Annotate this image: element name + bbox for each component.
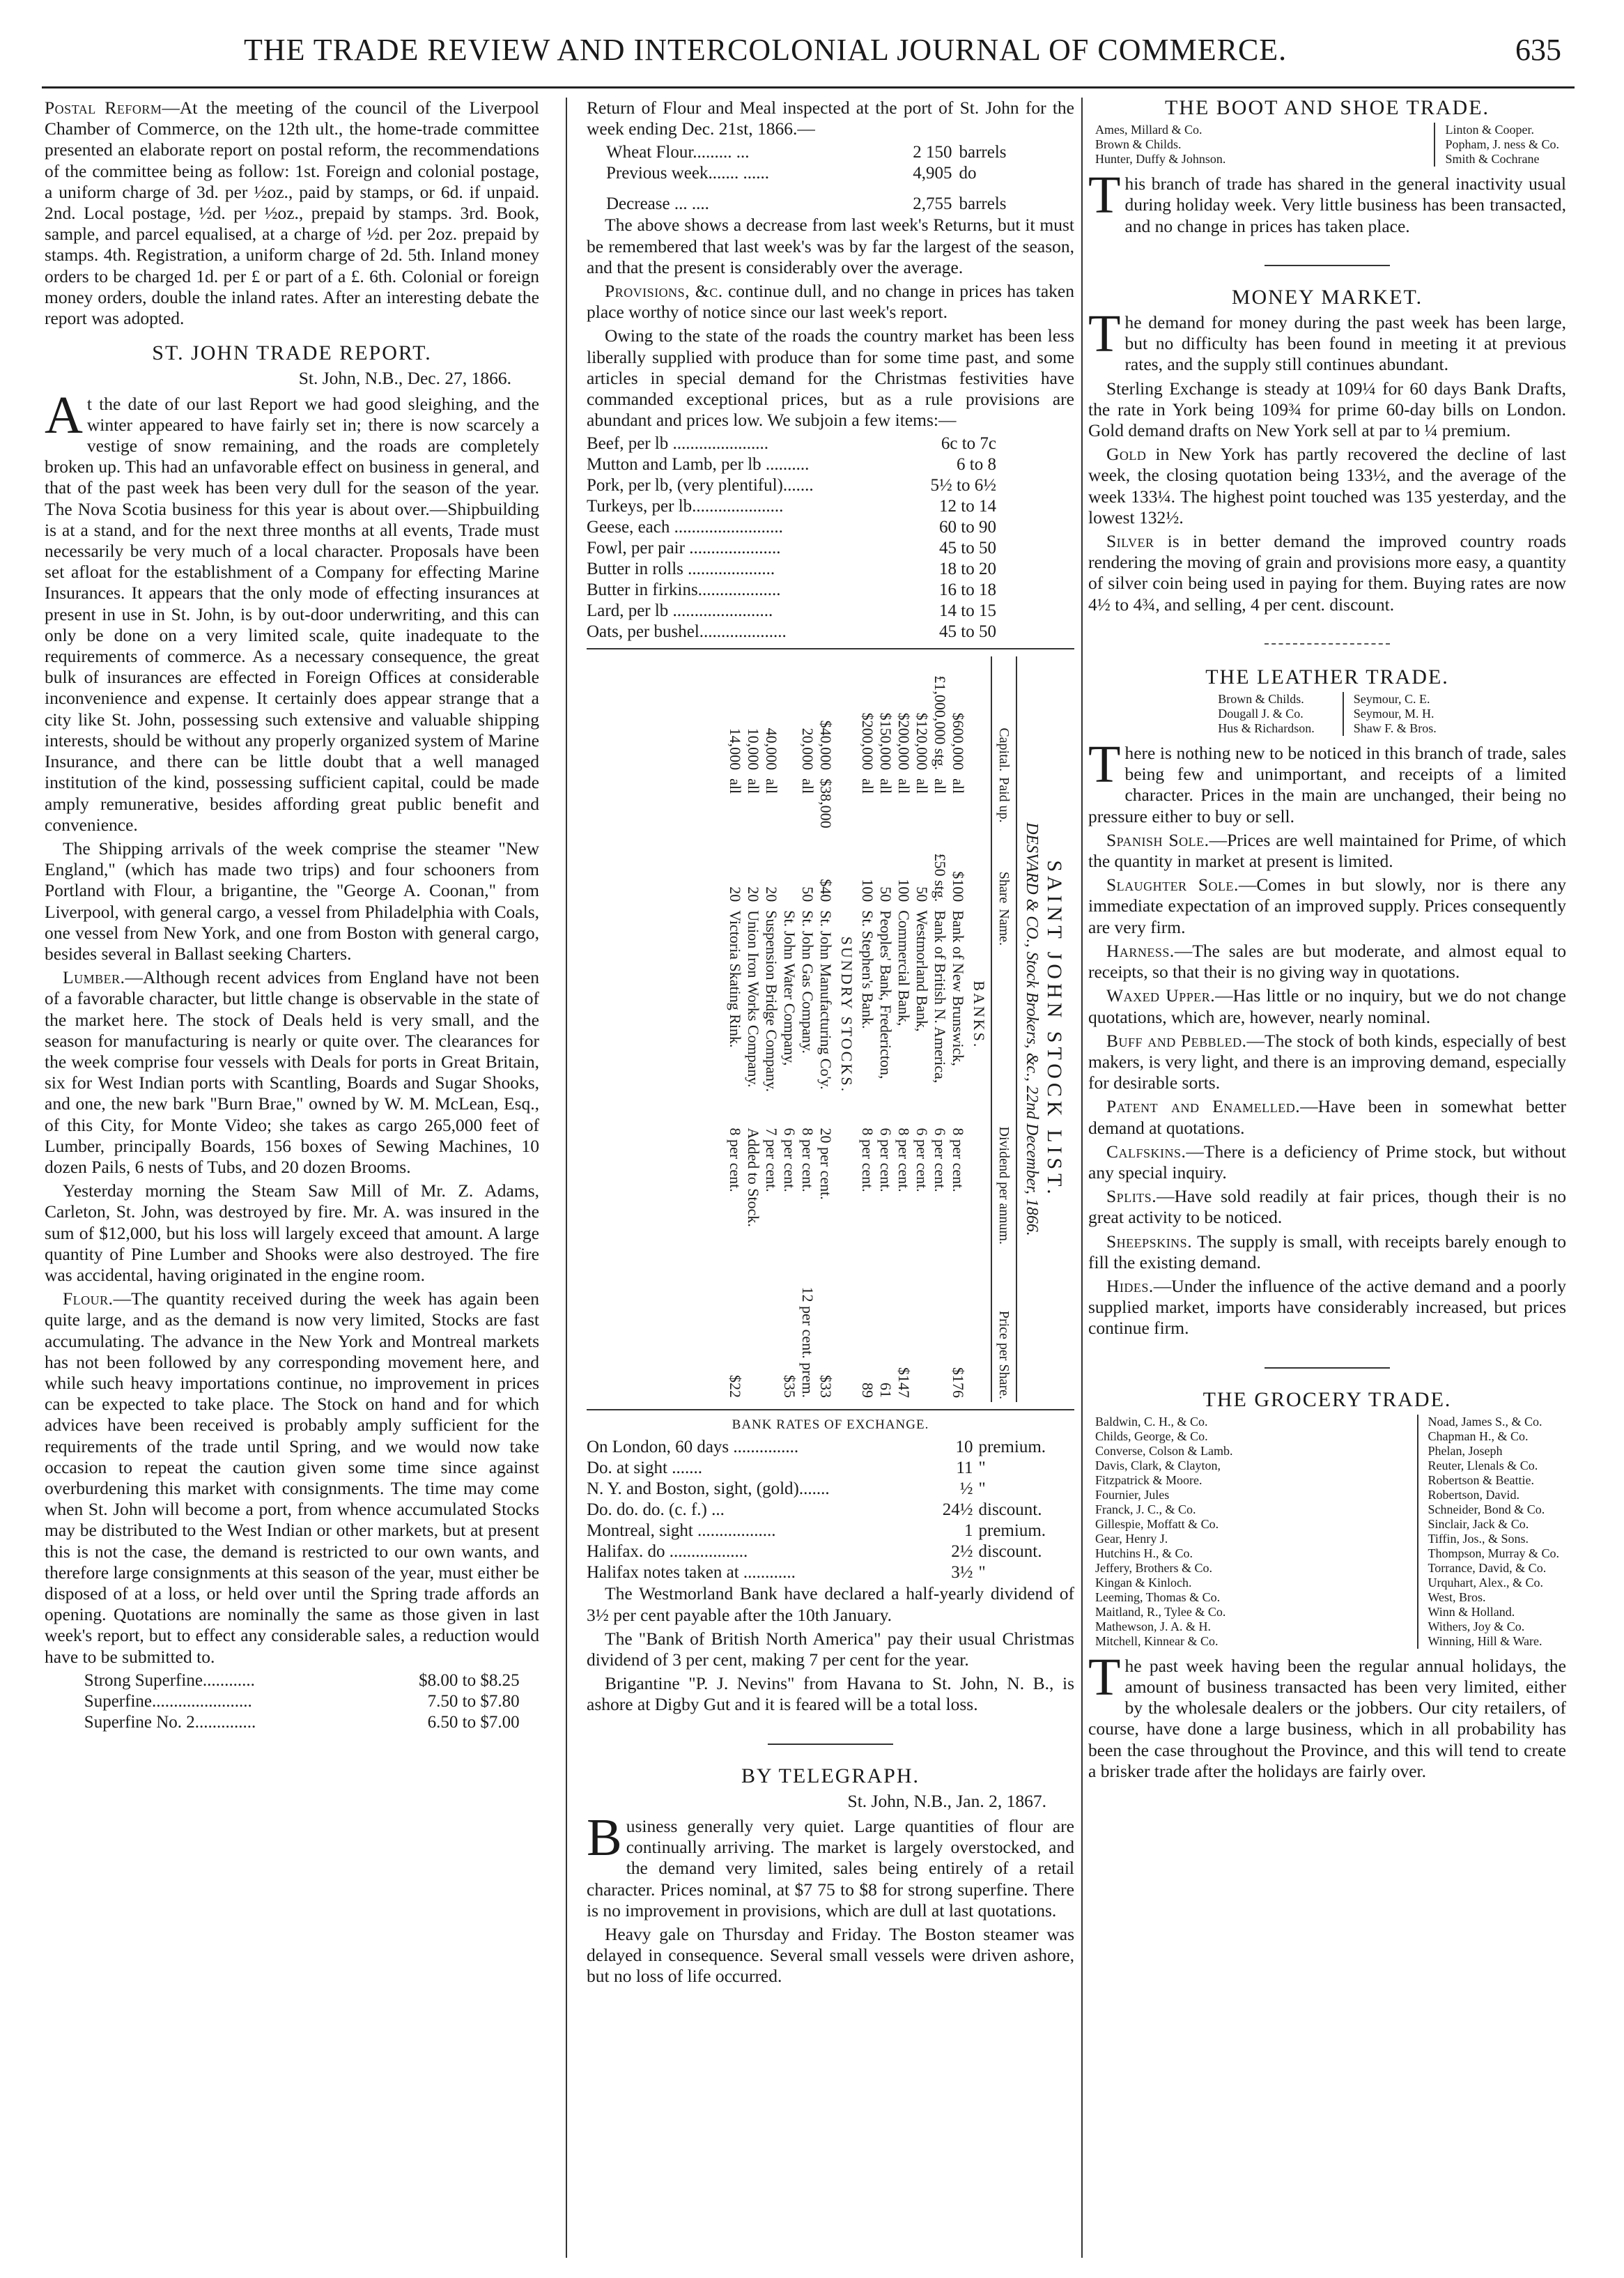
provision-row: Mutton and Lamb, per lb .......... 6 to 8 [587,455,996,475]
leather-item-body: —Under the influence of the active demand and a poorly supplied market, imports have considerably increased, but prices continue firm. [1088,1275,1566,1339]
return-row: Previous week....... ...... 4,905 do [606,164,977,183]
firm-name: Brown & Childs. [1095,137,1182,152]
provisions-lead: Provisions, &c. [605,281,723,302]
leather-item-lead: Harness. [1106,940,1175,961]
leather-item [1088,1186,1566,1228]
return-row: Wheat Flour......... ... 2 150 barrels [606,143,1007,162]
telegraph-dateline: St. John, N.B., Jan. 2, 1867. [847,1790,1046,1811]
silver-body: is in better demand the improved country roads rendering the moving of grain and provisions more easy, a quantity of silver coin being used in paying for them. Buying rates are now 4½ to 4¾, and selling, 4 per cent. discount. [1088,531,1566,615]
money-paragraph-1: The demand for money during the past week has been large, but no difficulty has been found in meeting it at previous rates, and the supply still continues abundant. [1088,305,1566,375]
rate-row: Do. do. do. (c. f.) ... 24½ discount. [587,1500,1042,1520]
firm-list-right [1343,692,1437,736]
firm-name: Gear, Henry J. [1095,1531,1168,1546]
firm-name: Maitland, R., Tylee & Co. [1095,1604,1226,1619]
leather-firms [1088,692,1566,736]
money-market-title: MONEY MARKET. [1231,285,1423,309]
table-row: $40,000 $38,000 $40 St. John Manufacturing Co'y. 20 per cent. $33 [817,721,835,1399]
col-name: Name. [991,907,1016,1124]
grocery-firms [1088,1415,1566,1649]
silver-lead: Silver [1106,531,1154,552]
firm-name: Reuter, Llenals & Co. [1428,1458,1538,1472]
leather-item-lead: Buff and Pebbled. [1106,1030,1247,1051]
postal-reform-lead: Postal Reform [45,98,162,118]
firm-name: Shaw F. & Bros. [1353,721,1437,736]
section-separator [768,1744,893,1745]
gold-body: in New York has partly recovered the decline of last week, the closing quotation being 133½, and the average of the week 133¼. The highest point touched was 135 yesterday, and the lowest 132½. [1088,444,1566,528]
leather-item-body: —The sales are but moderate, and almost equal to receipts, so that their is no giving way in quotations. [1088,940,1566,983]
leather-item-body: The supply is small, with receipts barely enough to fill the existing demand. [1088,1231,1566,1272]
leather-item-lead: Patent and Enamelled. [1106,1096,1301,1117]
roads-paragraph: Owing to the state of the roads the country market has been less liberally supplied with produce than for some time past, and some articles in special demand for the Christmas festivities have commanded exceptional prices, but as a rule provisions are abundant and prices low. We subjoin a few items:— [587,325,1074,431]
rate-row: Do. at sight ....... 11 " [587,1459,986,1478]
leather-item-body: —Has little or no inquiry, but we do not change quotations, which are, however, nearly nominal. [1088,985,1566,1027]
leather-item-lead: Waxed Upper. [1106,985,1216,1006]
leather-item [1088,985,1566,1027]
stock-group-sundry: SUNDRY STOCKS. [837,937,856,1094]
firm-name: Leeming, Thomas & Co. [1095,1590,1221,1604]
firm-name: Urquhart, Alex., & Co. [1428,1575,1543,1590]
leather-item-lead: Hides. [1106,1275,1154,1296]
grocery-paragraph: The past week having been the regular annual holidays, the amount of business transacted has been very limited, either by the wholesale dealers or the jobbers. Our city retailers, of course, have done a large business, which in all probability has been the case throughout the Province, and this will tend to create a brisker trade after the holidays are fairly over. [1088,1647,1566,1781]
firm-name: Chapman H., & Co. [1428,1429,1529,1443]
flour-price-row: Superfine No. 2.............. 6.50 to $7.00 [84,1712,520,1732]
col-capital: Capital. [991,656,1016,774]
firm-name: Winning, Hill & Ware. [1428,1633,1542,1648]
column-1 [45,98,539,2265]
boot-shoe-title: THE BOOT AND SHOE TRADE. [1164,98,1490,119]
telegraph-paragraph-1: Business generally very quiet. Large quantities of flour are continually arriving. The market is largely overstocked, and the demand very limited, sales being entirely of a retail character. Prices nominal, at $7 75 to $8 for strong superfine. There is no improvement in provisions, which are dull at last quotations. [587,1808,1074,1921]
rate-row: Halifax. do .................. 2½ discount. [587,1542,1042,1562]
table-row: $150,000 all 50 Peoples' Bank, Fredericton, 6 per cent. 61 [876,713,895,1399]
column-2 [587,98,1074,2265]
rate-row: N. Y. and Boston, sight, (gold)....... ½ " [587,1479,986,1499]
gold-lead: Gold [1106,444,1147,465]
bna-paragraph: The "Bank of British North America" pay their usual Christmas dividend of 3 per cent, making 7 per cent for the year. [587,1628,1074,1670]
firm-list-right [1434,123,1559,167]
stock-list-title: SAINT JOHN STOCK LIST. [1043,860,1066,1199]
table-row: 40,000 all 20 Suspension Bridge Company. 7 per cent. [762,728,780,1193]
firm-name: Schneider, Bond & Co. [1428,1502,1545,1516]
report-paragraph-shipping: The Shipping arrivals of the week comprise the steamer "New England," (which has made two trips) and four schooners from Portland with Flour, a brigantine, the "George A. Coonan," from Liverpool, with general cargo, a vessel from Philadelphia with Coals, one vessel from New York, and one from Boston with general cargo, besides several in Ballast seeking Charters. [45,838,539,964]
provision-row: Turkeys, per lb..................... 12 to 14 [587,497,996,516]
leather-item [1088,941,1566,983]
telegraph-title: BY TELEGRAPH. [741,1764,920,1787]
leather-item-body: —The stock of both kinds, especially of best makers, is very light, and there is an improving demand, especially for desirable sorts. [1088,1030,1566,1093]
st-john-report-dateline: St. John, N.B., Dec. 27, 1866. [298,368,511,389]
firm-name: Hutchins H., & Co. [1095,1546,1193,1560]
table-row: $600,000 all $100 Bank of New Brunswick, 8 per cent. $176 [949,713,967,1399]
provisions-table [587,433,996,642]
table-row: 10,000 all 20 Union Iron Works Company. Added to Stock. [744,728,762,1228]
firm-name: Brown & Childs. [1218,692,1304,707]
telegraph-paragraph-2: Heavy gale on Thursday and Friday. The Boston steamer was delayed in consequence. Several small vessels were driven ashore, but no loss of life occurred. [587,1924,1074,1987]
boot-shoe-paragraph: This branch of trade has shared in the general inactivity usual during holiday week. Very little business has been transacted, and no change in prices has taken place. [1088,166,1566,236]
bank-rates-section [587,1415,1074,1583]
westmorland-paragraph: The Westmorland Bank have declared a half-yearly dividend of 3½ per cent payable after the 10th January. [587,1583,1074,1625]
stock-list-subtitle: DESVARD & CO., Stock Brokers, &c., 22nd December, 1866. [1022,822,1041,1237]
firm-name: Ames, Millard & Co. [1095,123,1202,137]
firm-name: Davis, Clark, & Clayton, [1095,1458,1221,1472]
lumber-body: —Although recent advices from England have not been of a favorable character, but little change is observable in the state of the market here. The stock of Deals held is very small, and the season for manufacturing is nearly or quite over. The clearances for the week comprise four vessels with Deals for ports in Great Britain, six for West Indian ports with Scantling, Boards and Sugar Shooks, and one, the new bark "Burn Brae," owned by W. M. McLean, Esq., of this City, for Monte Video; she takes as cargo 265,000 feet of Lumber, principally Boards, 156 boxes of Sewing Machines, 10 dozen Pails, 6 nests of Tubs, and 20 dozen Brooms. [45,967,539,1177]
leather-item-body: —Prices are well maintained for Prime, of which the quantity in market at present is limited. [1088,829,1566,872]
col-share: Share [991,841,1016,907]
stock-list-table [726,656,1017,1402]
table-row: $120,000 all 50 Westmorland Bank, 6 per cent. [913,713,931,1193]
firm-name: Fitzpatrick & Moore. [1095,1472,1202,1487]
firm-name: Robertson, David. [1428,1487,1519,1502]
table-row: $200,000 all 100 Commercial Bank, 8 per cent. $147 [895,713,913,1399]
firm-name: Fournier, Jules [1095,1487,1170,1502]
provisions-body: continue dull, and no change in prices has taken place worthy of notice since our last week's report. [587,281,1074,323]
provision-row: Oats, per bushel.................... 45 to 50 [587,622,996,642]
firm-name: Converse, Colson & Lamb. [1095,1443,1233,1458]
leather-item-lead: Spanish Sole. [1106,829,1209,850]
firm-name: Winn & Holland. [1428,1604,1515,1619]
gold-paragraph [1088,444,1566,528]
grocery-trade-title: THE GROCERY TRADE. [1202,1387,1452,1411]
col-price: Price per Share. [991,1265,1016,1402]
col-dividend: Dividend per annum. [991,1124,1016,1265]
page-number: 635 [1515,33,1561,67]
bank-rates-title: BANK RATES OF EXCHANGE. [732,1417,929,1433]
firm-name: Smith & Cochrane [1445,152,1540,167]
decrease-paragraph: The above shows a decrease from last week's Returns, but it must be remembered that last week's was by far the largest of the season, and that the present is considerably over the average. [587,215,1074,277]
firm-name: Withers, Joy & Co. [1428,1619,1525,1633]
page-header [35,13,1589,79]
boot-shoe-firms [1088,123,1566,167]
flour-return-table [606,142,1045,215]
stock-list-box [587,648,1074,1410]
col-paid-up: Paid up. [991,775,1016,842]
table-row: St. John Water Company, 6 per cent. $35 [780,910,798,1399]
table-row: £1,000,000 stg. all £50 stg. Bank of British N. America, 6 per cent. [931,675,949,1193]
firm-list-left [1095,1415,1232,1649]
return-row: Decrease ... .... 2,755 barrels [606,194,1007,214]
flour-body: —The quantity received during the week has again been quite large, and as the demand is now very limited, Stocks are fast accumulating. The advance in the New York and Montreal markets has not been followed by any corresponding movement here, and while such heavy importations continue, no improvement in prices can be expected to take place. The Stock on hand and for which advices have been received is probably amply sufficient for the requirements of the trade until Spring, and we would now take occasion to repeat the caution given some time since against overburdening this market with consignments. The time may come when St. John will become a port, from whence accumulated Stocks may be distributed to the West Indian or other markets, but at present this is not the case, the demand is restricted to our own wants, and therefore large consignments at this season of the year, must either be disposed of at a loss, or held over until the Spring trade affords an opening. Quotations are nominally the same as those given in last week's report, but to effect any considerable sales, a reduction would have to be submitted to. [45,1288,539,1667]
leather-item-lead: Calfskins. [1106,1141,1186,1162]
stock-list-rotated [594,656,1067,1402]
firm-name: Hunter, Duffy & Johnson. [1095,152,1226,167]
provision-row: Butter in firkins................... 16 to 18 [587,580,996,600]
firm-name: Seymour, C. E. [1353,692,1430,707]
firm-name: Thompson, Murray & Co. [1428,1546,1559,1560]
table-row: $200,000 all 100 St. Stephen's Bank. 8 per cent. 89 [858,713,876,1399]
flour-price-row: Superfine....................... 7.50 to $7.80 [84,1691,520,1711]
leather-item [1088,875,1566,938]
firm-list-left [1218,692,1315,736]
money-paragraph-2: Sterling Exchange is steady at 109¼ for 60 days Bank Drafts, the rate in York being 109¾ for prime 60-day bills on London. Gold demand drafts on New York sell at par to ¼ premium. [1088,378,1566,441]
header-rule [42,86,1575,88]
firm-name: Noad, James S., & Co. [1428,1414,1542,1429]
leather-trade-title: THE LEATHER TRADE. [1205,665,1449,688]
column-rule-1 [566,98,567,2258]
postal-reform-body: —At the meeting of the council of the Liverpool Chamber of Commerce, on the 12th ult., the home-trade committee presented an elaborate report on postal reform, the recommendations of the committee being as follow: 1st. Foreign and colonial postage, a uniform charge of 3d. per ½oz., paid by stamps, or 6d. if unpaid. 2nd. Local postage, ½d. per ½oz., prepaid by stamps. 3rd. Book, sample, and parcel equalised, at a charge of ½d. per 2oz. prepaid by stamps. 4th. Registration, a uniform charge of 2d. 5th. Inland money orders to be charged 1d. per £ or part of a £. 6th. Colonial or foreign money orders, double the inland rates. After an interesting debate the report was adopted. [45,98,539,329]
lumber-lead: Lumber. [63,967,125,988]
leather-item-lead: Splits. [1106,1186,1157,1207]
return-intro: Return of Flour and Meal inspected at the port of St. John for the week ending Dec. 21st, 1866.— [587,98,1074,139]
provision-row: Geese, each ......................... 60 to 90 [587,518,996,537]
provisions-paragraph [587,281,1074,323]
firm-name: Popham, J. ness & Co. [1445,137,1559,152]
leather-item-body: —There is a deficiency of Prime stock, but without any special inquiry. [1088,1141,1566,1183]
flour-price-row: Strong Superfine............ $8.00 to $8.25 [84,1670,520,1690]
firm-name: Sinclair, Jack & Co. [1428,1516,1529,1531]
flour-price-table [84,1670,520,1733]
leather-item-body: —Comes in but slowly, nor is there any immediate expectation of an improved supply. Prices consequently are very firm. [1088,875,1566,937]
leather-item [1088,1276,1566,1339]
column-rule-2 [1081,98,1083,2258]
provision-row: Fowl, per pair ..................... 45 to 50 [587,539,996,558]
leather-item [1088,1096,1566,1138]
rate-row: On London, 60 days ............... 10 premium. [587,1438,1046,1457]
provision-row: Lard, per lb ....................... 14 to 15 [587,601,996,621]
rate-row: Montreal, sight .................. 1 premium. [587,1521,1046,1541]
leather-item-body: —Have sold readily at fair prices, though their is no great activity to be noticed. [1088,1186,1566,1228]
table-row: 20,000 all 50 St. John Gas Company. 8 per cent. 12 per cent. prem. [798,728,817,1399]
firm-name: Seymour, M. H. [1353,707,1434,721]
stock-group-banks: BANKS. [970,980,988,1049]
table-row: 14,000 all 20 Victoria Skating Rink. 8 per cent. $22 [726,728,744,1399]
leather-item-body: —Have been in somewhat better demand at quotations. [1088,1096,1566,1138]
firm-name: Phelan, Joseph [1428,1443,1503,1458]
firm-name: West, Bros. [1428,1590,1486,1604]
sawmill-paragraph: Yesterday morning the Steam Saw Mill of Mr. Z. Adams, Carleton, St. John, was destroyed by fire. Mr. A. was insured in the sum of $12,000, but his loss will largely exceed that amount. A large quantity of Pine Lumber and Shooks were also destroyed. The fire was accidental, having originated in the engine room. [45,1180,539,1285]
firm-name: Tiffin, Jos., & Sons. [1428,1531,1529,1546]
provision-row: Butter in rolls .................... 18 to 20 [587,560,996,579]
firm-name: Jeffery, Brothers & Co. [1095,1560,1212,1575]
leather-item-lead: Sheepskins. [1106,1231,1193,1252]
firm-name: Hus & Richardson. [1218,721,1315,736]
firm-name: Mathewson, J. A. & H. [1095,1619,1211,1633]
flour-lead: Flour. [63,1288,114,1309]
leather-item [1088,1231,1566,1273]
firm-name: Gillespie, Moffatt & Co. [1095,1516,1219,1531]
lumber-paragraph [45,967,539,1178]
bank-rates-table [587,1437,1074,1583]
firm-name: Kingan & Kinloch. [1095,1575,1192,1590]
firm-name: Franck, J. C., & Co. [1095,1502,1196,1516]
report-paragraph-1: At the date of our last Report we had good sleighing, and the winter appeared to have fairly set in; there is now scarcely a vestige of snow remaining, and the roads are completely broken up. This had an unfavorable effect on business in general, and that of the past week has been very dull for the season of the year. The Nova Scotia business for this year is about over.—Shipbuilding is at a stand, and for the next three months at all events, Trade must necessarily be very much of a local character. Proposals have been set afloat for the establishment of a Company for effecting Marine Insurances. It appears that the only mode of effecting insurances at present in use in St. John, is by out-door underwriting, and this can only be done on a very limited scale, quite inadequate to the requirements of commerce. As a necessary consequence, the great bulk of insurances are effected in Foreign Offices at considerable inconvenience and expense. It certainly does appear strange that a city like St. John, possessing such extensive and valuable shipping interests, should be without any properly organized system of Marine Insurance, and there can be little doubt that a well managed institution of the kind, possessing sufficient capital, could be made amply remunerative, besides affording great public benefit and convenience. [45,385,539,835]
firm-name: Dougall J. & Co. [1218,707,1304,721]
stock-header-row [991,656,1016,1402]
column-3 [1088,98,1566,2265]
page-title: THE TRADE REVIEW AND INTERCOLONIAL JOURNAL OF COMMERCE. [244,33,1287,67]
postal-reform-paragraph [45,98,539,329]
provision-row: Pork, per lb, (very plentiful)....... 5½ to 6½ [587,476,996,495]
section-separator [1265,265,1390,266]
section-separator [1265,643,1390,646]
rate-row: Halifax notes taken at ............ 3½ " [587,1563,986,1583]
firm-name: Robertson & Beattie. [1428,1472,1534,1487]
leather-paragraph: There is nothing new to be noticed in this branch of trade, sales being few and unimportant, and receipts of a limited character. Prices in the main are unchanged, their being no pressure either to buy or sell. [1088,735,1566,826]
silver-paragraph [1088,531,1566,615]
provision-row: Beef, per lb ...................... 6c to 7c [587,434,996,454]
flour-paragraph [45,1288,539,1668]
firm-name: Baldwin, C. H., & Co. [1095,1414,1208,1429]
leather-item [1088,1031,1566,1094]
brigantine-paragraph: Brigantine "P. J. Nevins" from Havana to St. John, N. B., is ashore at Digby Gut and it is feared will be a total loss. [587,1673,1074,1715]
firm-name: Linton & Cooper. [1445,123,1534,137]
firm-list-right [1417,1415,1560,1649]
firm-list-left [1095,123,1225,167]
firm-name: Torrance, David, & Co. [1428,1560,1547,1575]
leather-item-lead: Slaughter Sole. [1106,875,1239,895]
firm-name: Mitchell, Kinnear & Co. [1095,1633,1219,1648]
leather-item [1088,830,1566,872]
st-john-report-title: ST. JOHN TRADE REPORT. [152,341,432,365]
leather-item [1088,1141,1566,1183]
firm-name: Childs, George, & Co. [1095,1429,1208,1443]
section-separator [1265,1367,1390,1369]
